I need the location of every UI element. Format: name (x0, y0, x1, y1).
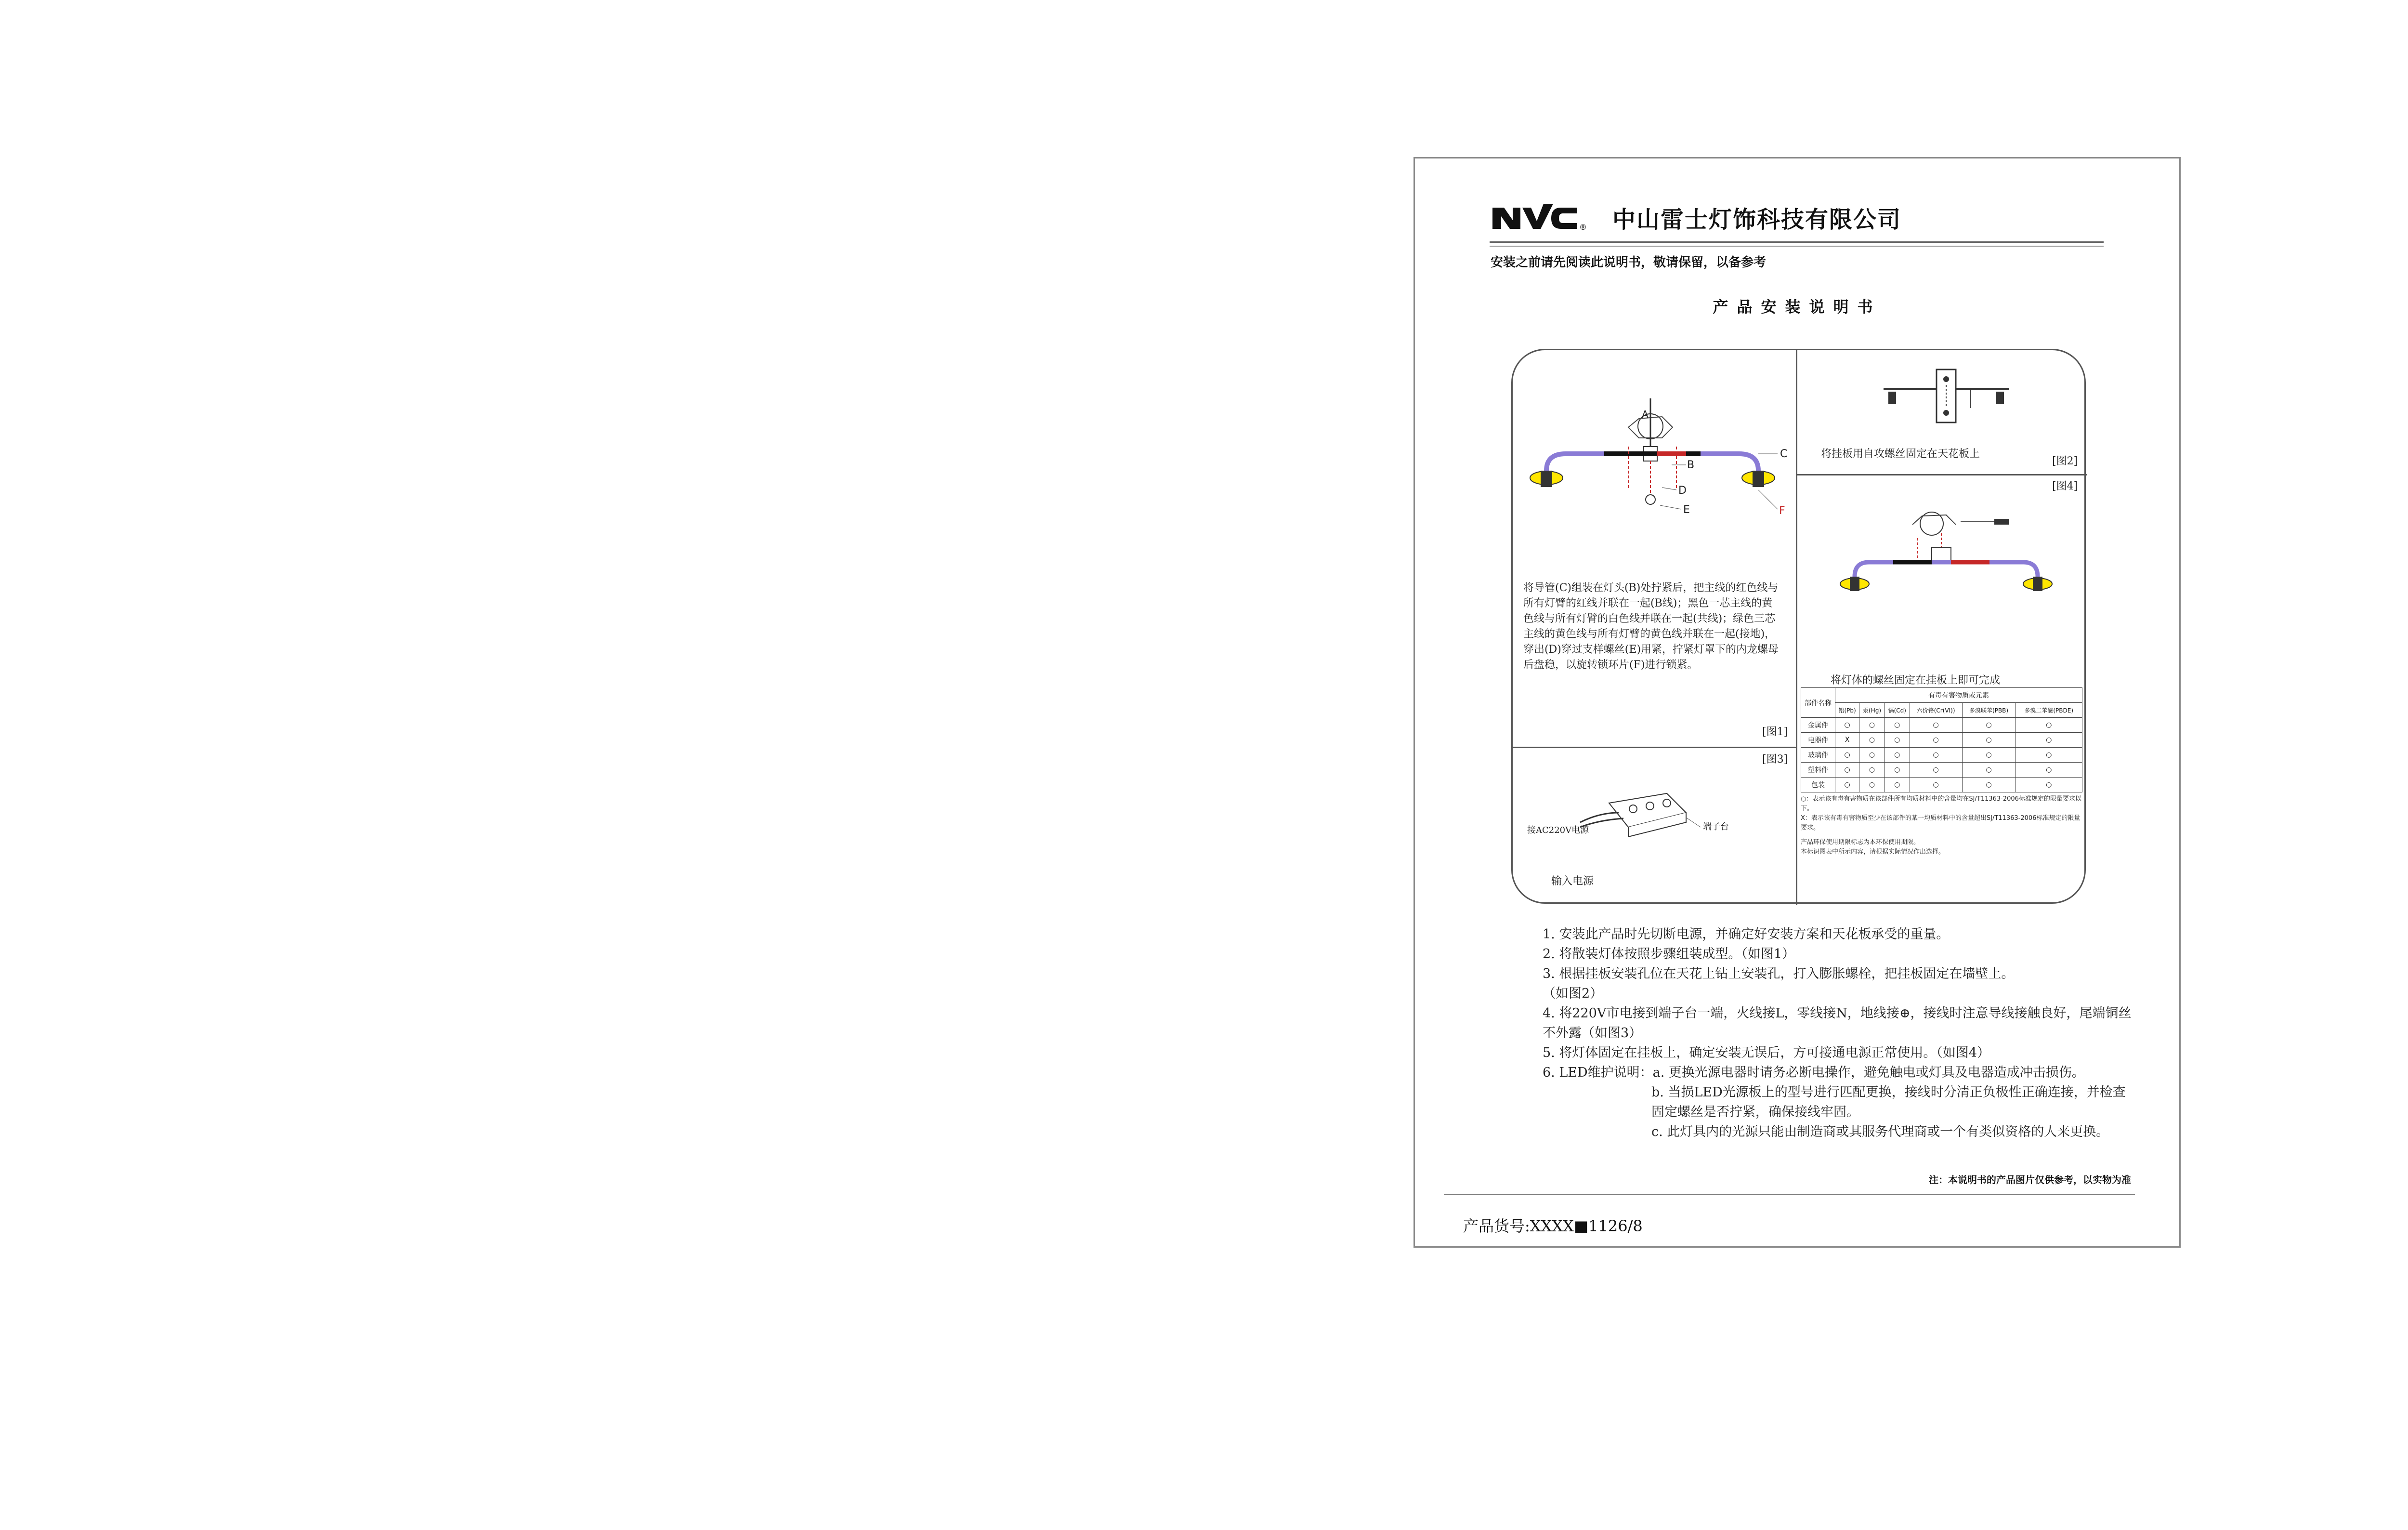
table-cell: ○ (1910, 733, 1962, 748)
table-cell: ○ (1859, 718, 1885, 733)
fig4-label: [图4] (2052, 480, 2078, 492)
step-1: 1. 安装此产品时先切断电源，并确定好安装方案和天花板承受的重量。 (1543, 927, 1950, 942)
step-3: 3. 根据挂板安装孔位在天花上钻上安装孔，打入膨胀螺栓，把挂板固定在墙壁上。（如图2） (1543, 966, 2015, 1001)
table-cell: ○ (1859, 748, 1885, 763)
step-6a: 6. LED维护说明：a. 更换光源电器时请务必断电操作，避免触电或灯具及电器造成冲击损伤。 (1543, 1065, 2085, 1080)
read-notice: 安装之前请先阅读此说明书，敬请保留，以备参考 (1491, 255, 1767, 270)
table-row (1801, 778, 2082, 792)
table-row (1801, 748, 2082, 763)
document-title: 产品安装说明书 (1713, 298, 1882, 316)
table-cell: ○ (1910, 718, 1962, 733)
fig1-description: 将导管(C)组装在灯头(B)处拧紧后，把主线的红色线与所有灯臂的红线并联在一起(B线)；黑色一芯主线的黄色线与所有灯臂的白色线并联在一起(共线)；绿色三芯主线的黄色线与所有灯臂的黄色线并联在一起(接地)，穿出(D)穿过支样螺丝(E)用紧，拧紧灯罩下的内龙螺母后盘稳，以旋转锁环片(F)进行锁紧。 (1523, 582, 1779, 671)
hazard-substance-table (1801, 687, 2082, 792)
fig2-label: [图2] (2052, 455, 2078, 467)
table-cell: ○ (1885, 763, 1910, 778)
svg-text:C: C (1780, 448, 1788, 460)
registered-mark: ® (1579, 223, 1587, 232)
table-row-label: 包装 (1801, 778, 1835, 792)
fig1-label: [图1] (1762, 726, 1788, 738)
fig3-power-label: 接AC220V电源 (1527, 825, 1589, 835)
fig3-label: [图3] (1762, 753, 1788, 765)
instruction-page (1413, 157, 2181, 1248)
step-4: 4. 将220V市电接到端子台一端，火线接L，零线接N，地线接⊕，接线时注意导线接触良好，尾端铜丝不外露（如图3） (1543, 1006, 2132, 1041)
panel-divider-left (1513, 747, 1796, 748)
hazard-table-block (1801, 687, 2082, 857)
fig3-terminal-block-drawing (1570, 774, 1715, 856)
fig1-assembly-drawing (1518, 394, 1792, 553)
step-2: 2. 将散装灯体按照步骤组装成型。（如图1） (1543, 947, 1795, 962)
table-cell: ○ (1962, 733, 2015, 748)
installation-steps (1543, 924, 2135, 1142)
table-cell: ○ (1835, 763, 1859, 778)
table-cell: ○ (1835, 718, 1859, 733)
panel-divider-right (1796, 474, 2087, 475)
step-6c: c. 此灯具内的光源只能由制造商或其服务代理商或一个有类似资格的人来更换。 (1651, 1124, 2109, 1139)
table-row-label: 玻璃件 (1801, 748, 1835, 763)
table-cell: X (1835, 733, 1859, 748)
table-cell: ○ (2015, 718, 2082, 733)
table-note-3: 产品环保使用期限标志为本环保使用期限。 (1801, 839, 1920, 846)
svg-text:E: E (1683, 504, 1690, 516)
table-row (1801, 718, 2082, 733)
table-row-label: 塑料件 (1801, 763, 1835, 778)
table-column-header: 多溴联苯(PBB) (1962, 703, 2015, 718)
svg-text:B: B (1687, 459, 1695, 471)
table-note-1: ○：表示该有毒有害物质在该部件所有均质材料中的含量均在SJ/T11363-2006标准规定的限量要求以下。 (1801, 795, 2081, 812)
panel-divider-vertical (1796, 350, 1797, 905)
table-header: 部件名称 (1801, 688, 1835, 718)
table-note-2: X：表示该有毒有害物质至少在该部件的某一均质材料中的含量超出SJ/T11363-2006标准规定的限量要求。 (1801, 815, 2081, 831)
table-cell: ○ (1885, 718, 1910, 733)
table-cell: ○ (1885, 778, 1910, 792)
table-cell: ○ (1835, 778, 1859, 792)
table-cell: ○ (1962, 778, 2015, 792)
footnote: 注：本说明书的产品图片仅供参考，以实物为准 (1929, 1174, 2131, 1186)
table-column-header: 多溴二苯醚(PBDE) (2015, 703, 2082, 718)
table-cell: ○ (1962, 748, 2015, 763)
illustration-panel (1511, 349, 2086, 904)
step-6b: b. 当损LED光源板上的型号进行匹配更换，接线时分清正负极性正确连接，并检查固定螺丝是否拧紧，确保接线牢固。 (1651, 1085, 2126, 1120)
footer-rule (1444, 1194, 2135, 1195)
fig2-description: 将挂板用自攻螺丝固定在天花板上 (1821, 448, 1980, 460)
table-cell: ○ (1910, 778, 1962, 792)
table-cell: ○ (1885, 748, 1910, 763)
table-title: 有毒有害物质或元素 (1835, 688, 2082, 703)
fig3-caption: 输入电源 (1551, 875, 1594, 887)
table-cell: ○ (1885, 733, 1910, 748)
table-row (1801, 763, 2082, 778)
table-cell: ○ (1859, 763, 1885, 778)
step-5: 5. 将灯体固定在挂板上，确定安装无误后，方可接通电源正常使用。（如图4） (1543, 1045, 1990, 1060)
table-cell: ○ (1910, 763, 1962, 778)
table-cell: ○ (1962, 718, 2015, 733)
table-cell: ○ (2015, 778, 2082, 792)
table-row-label: 电器件 (1801, 733, 1835, 748)
table-row (1801, 733, 2082, 748)
table-cell: ○ (1910, 748, 1962, 763)
table-column-header: 六价铬(Cr(VI)) (1910, 703, 1962, 718)
fig3-terminal-label: 端子台 (1703, 822, 1729, 832)
fig4-installed-lamp-drawing (1835, 504, 2062, 615)
fig2-mounting-plate-drawing (1874, 360, 2018, 432)
table-cell: ○ (1835, 748, 1859, 763)
table-cell: ○ (1962, 763, 2015, 778)
table-column-header: 汞(Hg) (1859, 703, 1885, 718)
header-rule-thin (1490, 246, 2104, 247)
table-note-4: 本标识图表中所示内容，请根据实际情况作出选择。 (1801, 848, 1945, 856)
company-name: 中山雷士灯饰科技有限公司 (1612, 206, 1902, 233)
table-column-header: 铅(Pb) (1835, 703, 1859, 718)
product-code: 产品货号:XXXX■1126/8 (1463, 1217, 1643, 1235)
fig4-description: 将灯体的螺丝固定在挂板上即可完成 (1831, 674, 2001, 686)
svg-text:F: F (1779, 505, 1785, 517)
svg-text:D: D (1678, 485, 1687, 497)
table-column-header: 镉(Cd) (1885, 703, 1910, 718)
table-cell: ○ (2015, 763, 2082, 778)
table-row-label: 金属件 (1801, 718, 1835, 733)
svg-text:A: A (1642, 409, 1649, 420)
table-cell: ○ (1859, 733, 1885, 748)
header-rule (1490, 241, 2104, 243)
nvc-logo (1491, 199, 1586, 233)
table-cell: ○ (1859, 778, 1885, 792)
table-cell: ○ (2015, 733, 2082, 748)
table-cell: ○ (2015, 748, 2082, 763)
